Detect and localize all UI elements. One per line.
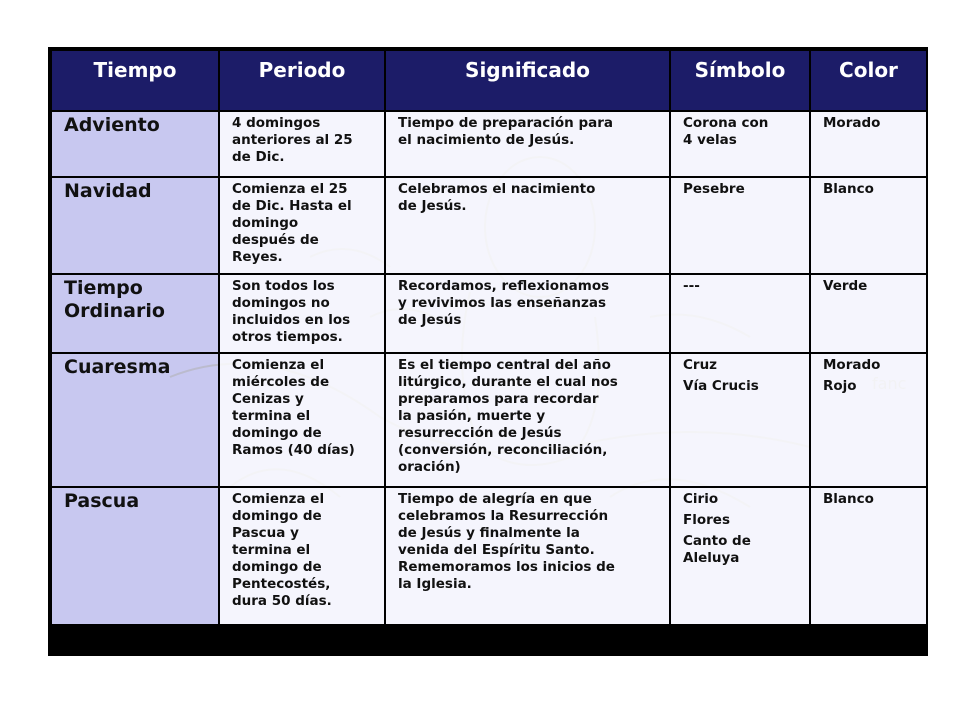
cell-text: de Jesús y finalmente la [398,525,580,541]
cell-text: Pascua y [232,525,299,541]
cell-tiempo [51,111,219,177]
cell-simbolo [670,111,810,177]
cell-text: después de [232,232,319,248]
cell-text: domingos no [232,295,330,311]
cell-color [810,274,927,353]
cell-text: venida del Espíritu Santo. [398,542,595,558]
cell-text: Pesebre [683,181,745,197]
liturgical-table [50,49,928,626]
cell-text: Canto de [683,533,751,549]
header-row [51,50,927,111]
cell-tiempo [51,487,219,625]
bottom-bar [48,624,928,656]
table-row [51,177,927,274]
cell-text: Morado [823,357,881,373]
header-periodo: Periodo [219,50,385,111]
cell-tiempo [51,177,219,274]
cell-text: Blanco [823,181,874,197]
cell-text: --- [683,278,700,294]
cell-color [810,353,927,487]
cell-significado [385,274,670,353]
cell-simbolo [670,487,810,625]
cell-simbolo [670,353,810,487]
cell-text: Cirio [683,491,719,507]
cell-text: Ordinario [64,300,165,322]
cell-text: el nacimiento de Jesús. [398,132,575,148]
header-color: Color [810,50,927,111]
slide-frame [48,47,928,656]
cell-periodo [219,177,385,274]
cell-text: Recordamos, reflexionamos [398,278,610,294]
cell-text: de Jesús. [398,198,467,214]
cell-text: Adviento [64,114,160,136]
table-row [51,274,927,353]
header-significado: Significado [385,50,670,111]
cell-text: de Dic. Hasta el [232,198,352,214]
cell-text: dura 50 días. [232,593,332,609]
cell-periodo [219,111,385,177]
cell-text: Pentecostés, [232,576,331,592]
cell-text: termina el [232,542,311,558]
cell-text: la pasión, muerte y [398,408,546,424]
cell-text: Celebramos el nacimiento [398,181,596,197]
cell-text: y revivimos las enseñanzas [398,295,607,311]
cell-text: Es el tiempo central del año [398,357,611,373]
cell-text: oración) [398,459,461,475]
cell-text: (conversión, reconciliación, [398,442,608,458]
cell-tiempo [51,274,219,353]
cell-text: Cenizas y [232,391,304,407]
table-row [51,353,927,487]
cell-text: otros tiempos. [232,329,343,345]
cell-text: Rememoramos los inicios de [398,559,615,575]
cell-text: de Dic. [232,149,285,165]
cell-periodo [219,487,385,625]
cell-text: Morado [823,115,881,131]
cell-significado [385,177,670,274]
cell-text: Pascua [64,490,140,512]
cell-text: celebramos la Resurrección [398,508,609,524]
cell-text: termina el [232,408,311,424]
cell-text: Tiempo [64,277,143,299]
cell-text: litúrgico, durante el cual nos [398,374,618,390]
cell-text: Cuaresma [64,356,171,378]
cell-text: Aleluya [683,550,740,566]
table-container [50,49,926,624]
cell-text: Cruz [683,357,718,373]
cell-color [810,177,927,274]
cell-text: Son todos los [232,278,335,294]
cell-text: Rojo [823,378,857,394]
cell-text: la Iglesia. [398,576,472,592]
cell-periodo [219,353,385,487]
cell-simbolo [670,177,810,274]
cell-color [810,487,927,625]
cell-text: Reyes. [232,249,283,265]
header-tiempo: Tiempo [51,50,219,111]
cell-text: Flores [683,512,730,528]
cell-text: Comienza el [232,357,325,373]
cell-text: Tiempo de preparación para [398,115,613,131]
cell-text: domingo de [232,508,322,524]
table-row [51,487,927,625]
cell-text: domingo [232,215,299,231]
cell-text: domingo de [232,559,322,575]
cell-text: incluidos en los [232,312,351,328]
cell-simbolo [670,274,810,353]
cell-significado [385,353,670,487]
cell-text: 4 velas [683,132,737,148]
cell-text: miércoles de [232,374,330,390]
cell-text: anteriores al 25 [232,132,353,148]
cell-text: 4 domingos [232,115,321,131]
cell-text: Ramos (40 días) [232,442,355,458]
cell-significado [385,111,670,177]
cell-text: Vía Crucis [683,378,759,394]
cell-text: Verde [823,278,868,294]
cell-text: Comienza el [232,491,325,507]
cell-text: Comienza el 25 [232,181,348,197]
cell-text: Navidad [64,180,152,202]
cell-significado [385,487,670,625]
cell-tiempo [51,353,219,487]
table-row [51,111,927,177]
cell-text: resurrección de Jesús [398,425,562,441]
cell-text: Tiempo de alegría en que [398,491,592,507]
cell-text: domingo de [232,425,322,441]
cell-color [810,111,927,177]
header-simbolo: Símbolo [670,50,810,111]
cell-text: Blanco [823,491,874,507]
cell-periodo [219,274,385,353]
cell-text: preparamos para recordar [398,391,599,407]
cell-text: de Jesús [398,312,462,328]
cell-text: Corona con [683,115,769,131]
